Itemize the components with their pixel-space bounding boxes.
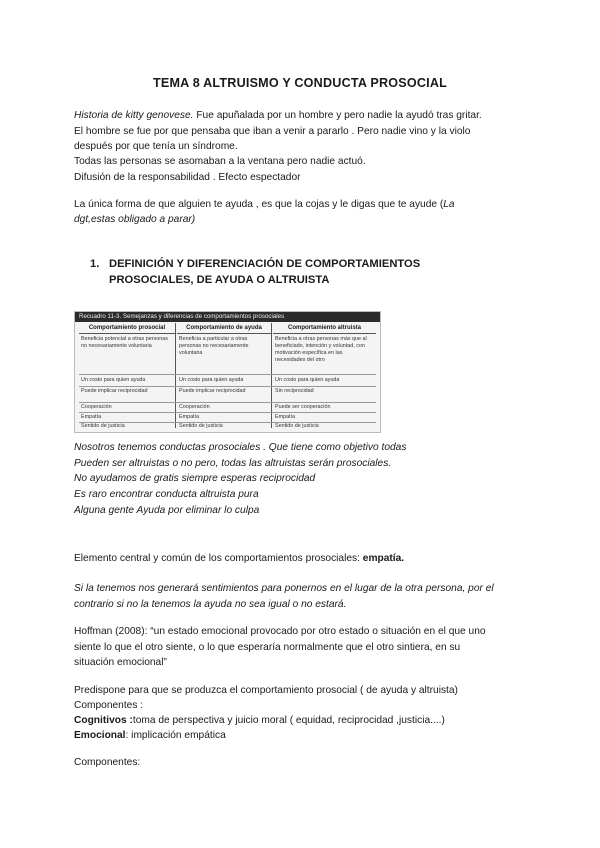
note-line: Es raro encontrar conducta altruista pura <box>74 489 259 500</box>
table-col-header: Comportamiento prosocial <box>79 323 175 334</box>
table-cell: Sentido de justicia <box>179 423 223 429</box>
intro-line-5: Difusión de la responsabilidad . Efecto espectador <box>74 172 301 183</box>
table-cell: Beneficia a otras personas más que al beneficiado, intención y voluntad, con motivación específica en las necesidades del otro <box>275 336 367 363</box>
table-cell: Cooperación <box>179 404 210 410</box>
table-cell: Beneficia a particular a otras personas no necesariamente voluntaria <box>179 336 249 356</box>
hoffman-line-3: situación emocional” <box>74 657 167 668</box>
table-cell: Sin reciprocidad <box>275 388 314 394</box>
table-cell: Puede implicar reciprocidad <box>81 388 148 394</box>
intro-line-2: El hombre se fue por que pensaba que iban a venir a pararlo . Pero nadie vino y la violo <box>74 126 471 137</box>
note-line: No ayudamos de gratis siempre esperas reciprocidad <box>74 473 316 484</box>
table-cell: Beneficia potencial a otras personas no necesariamente voluntaria <box>81 336 168 349</box>
dgt-italic-1: La <box>443 199 455 210</box>
hoffman-line-2: siente lo que el otro siente, o lo que esperaría normalmente que el otro sintiera, en su <box>74 642 461 653</box>
comparison-table-image <box>74 311 381 433</box>
page-title: TEMA 8 ALTRUISMO Y CONDUCTA PROSOCIAL <box>152 76 448 90</box>
intro-rest: Fue apuñalada por un hombre y pero nadie la ayudó tras gritar. <box>193 110 482 121</box>
table-rule <box>79 386 376 387</box>
componentes-heading: Componentes: <box>74 757 141 768</box>
intro-italic: Historia de kitty genovese. <box>74 110 194 121</box>
table-cell: Empatía <box>275 414 296 420</box>
table-col-header: Comportamiento de ayuda <box>177 323 271 334</box>
dgt-line-1 <box>74 197 455 213</box>
table-cell: Un costo para quien ayuda <box>179 377 244 383</box>
note-line: Alguna gente Ayuda por eliminar lo culpa <box>74 505 260 516</box>
table-col-header: Comportamiento altruista <box>273 323 376 334</box>
note-line: Nosotros tenemos conductas prosociales . Que tiene como objetivo todas <box>74 442 407 453</box>
dgt-text: La única forma de que alguien te ayuda , es que la cojas y le digas que te ayude ( <box>74 199 444 210</box>
table-cell: Sentido de justicia <box>275 423 319 429</box>
intro-line-3: después por que tenía un síndrome. <box>74 141 238 152</box>
central-bold: empatía. <box>362 553 405 564</box>
table-cell: Empatía <box>81 414 102 420</box>
hoffman-line-1: Hoffman (2008): “un estado emocional provocado por otro estado o situación en el que uno <box>74 626 486 637</box>
predispone-line-2: Componentes : <box>74 700 144 711</box>
table-caption: Recuadro 11-3. Semejanzas y diferencias de comportamientos prosociales <box>75 312 380 322</box>
table-cell: Un costo para quien ayuda <box>275 377 340 383</box>
cognitivos-text: toma de perspectiva y juicio moral ( equidad, reciprocidad ,justicia....) <box>132 715 445 726</box>
section-number: 1. <box>90 258 100 270</box>
dgt-line-2: dgt,estas obligado a parar) <box>74 214 196 225</box>
intro-line-4: Todas las personas se asomaban a la ventana pero nadie actuó. <box>74 156 366 167</box>
table-cell: Empatía <box>179 414 200 420</box>
emocional-label: Emocional <box>74 730 126 741</box>
table-rule <box>79 402 376 403</box>
empathy-note-line-1: Si la tenemos nos generará sentimientos para ponernos en el lugar de la otra persona, por el <box>74 583 494 594</box>
cognitivos-label: Cognitivos : <box>74 715 133 726</box>
central-text: Elemento central y común de los comportamientos prosociales: <box>74 553 363 564</box>
note-line: Pueden ser altruistas o no pero, todas las altruistas serán prosociales. <box>74 458 392 469</box>
predispone-line-1: Predispone para que se produzca el comportamiento prosocial ( de ayuda y altruista) <box>74 685 458 696</box>
central-element-line <box>74 551 404 567</box>
table-rule <box>79 412 376 413</box>
table-cell: Sentido de justicia <box>81 423 125 429</box>
section-title-line-2: PROSOCIALES, DE AYUDA O ALTRUISTA <box>109 274 330 286</box>
empathy-note-line-2: contrario si no la tenemos la ayuda no sea igual o no estará. <box>74 599 347 610</box>
table-cell: Puede ser cooperación <box>275 404 331 410</box>
table-rule <box>79 374 376 375</box>
table-cell: Puede implicar reciprocidad <box>179 388 246 394</box>
table-cell: Un costo para quien ayuda <box>81 377 146 383</box>
section-heading <box>90 256 490 288</box>
emocional-line <box>74 728 226 744</box>
emocional-text: : implicación empática <box>125 730 226 741</box>
intro-line-1 <box>74 108 482 124</box>
section-title-line-1: DEFINICIÓN Y DIFERENCIACIÓN DE COMPORTAMIENTOS <box>109 258 421 270</box>
table-cell: Cooperación <box>81 404 112 410</box>
cognitivos-line <box>74 713 445 729</box>
